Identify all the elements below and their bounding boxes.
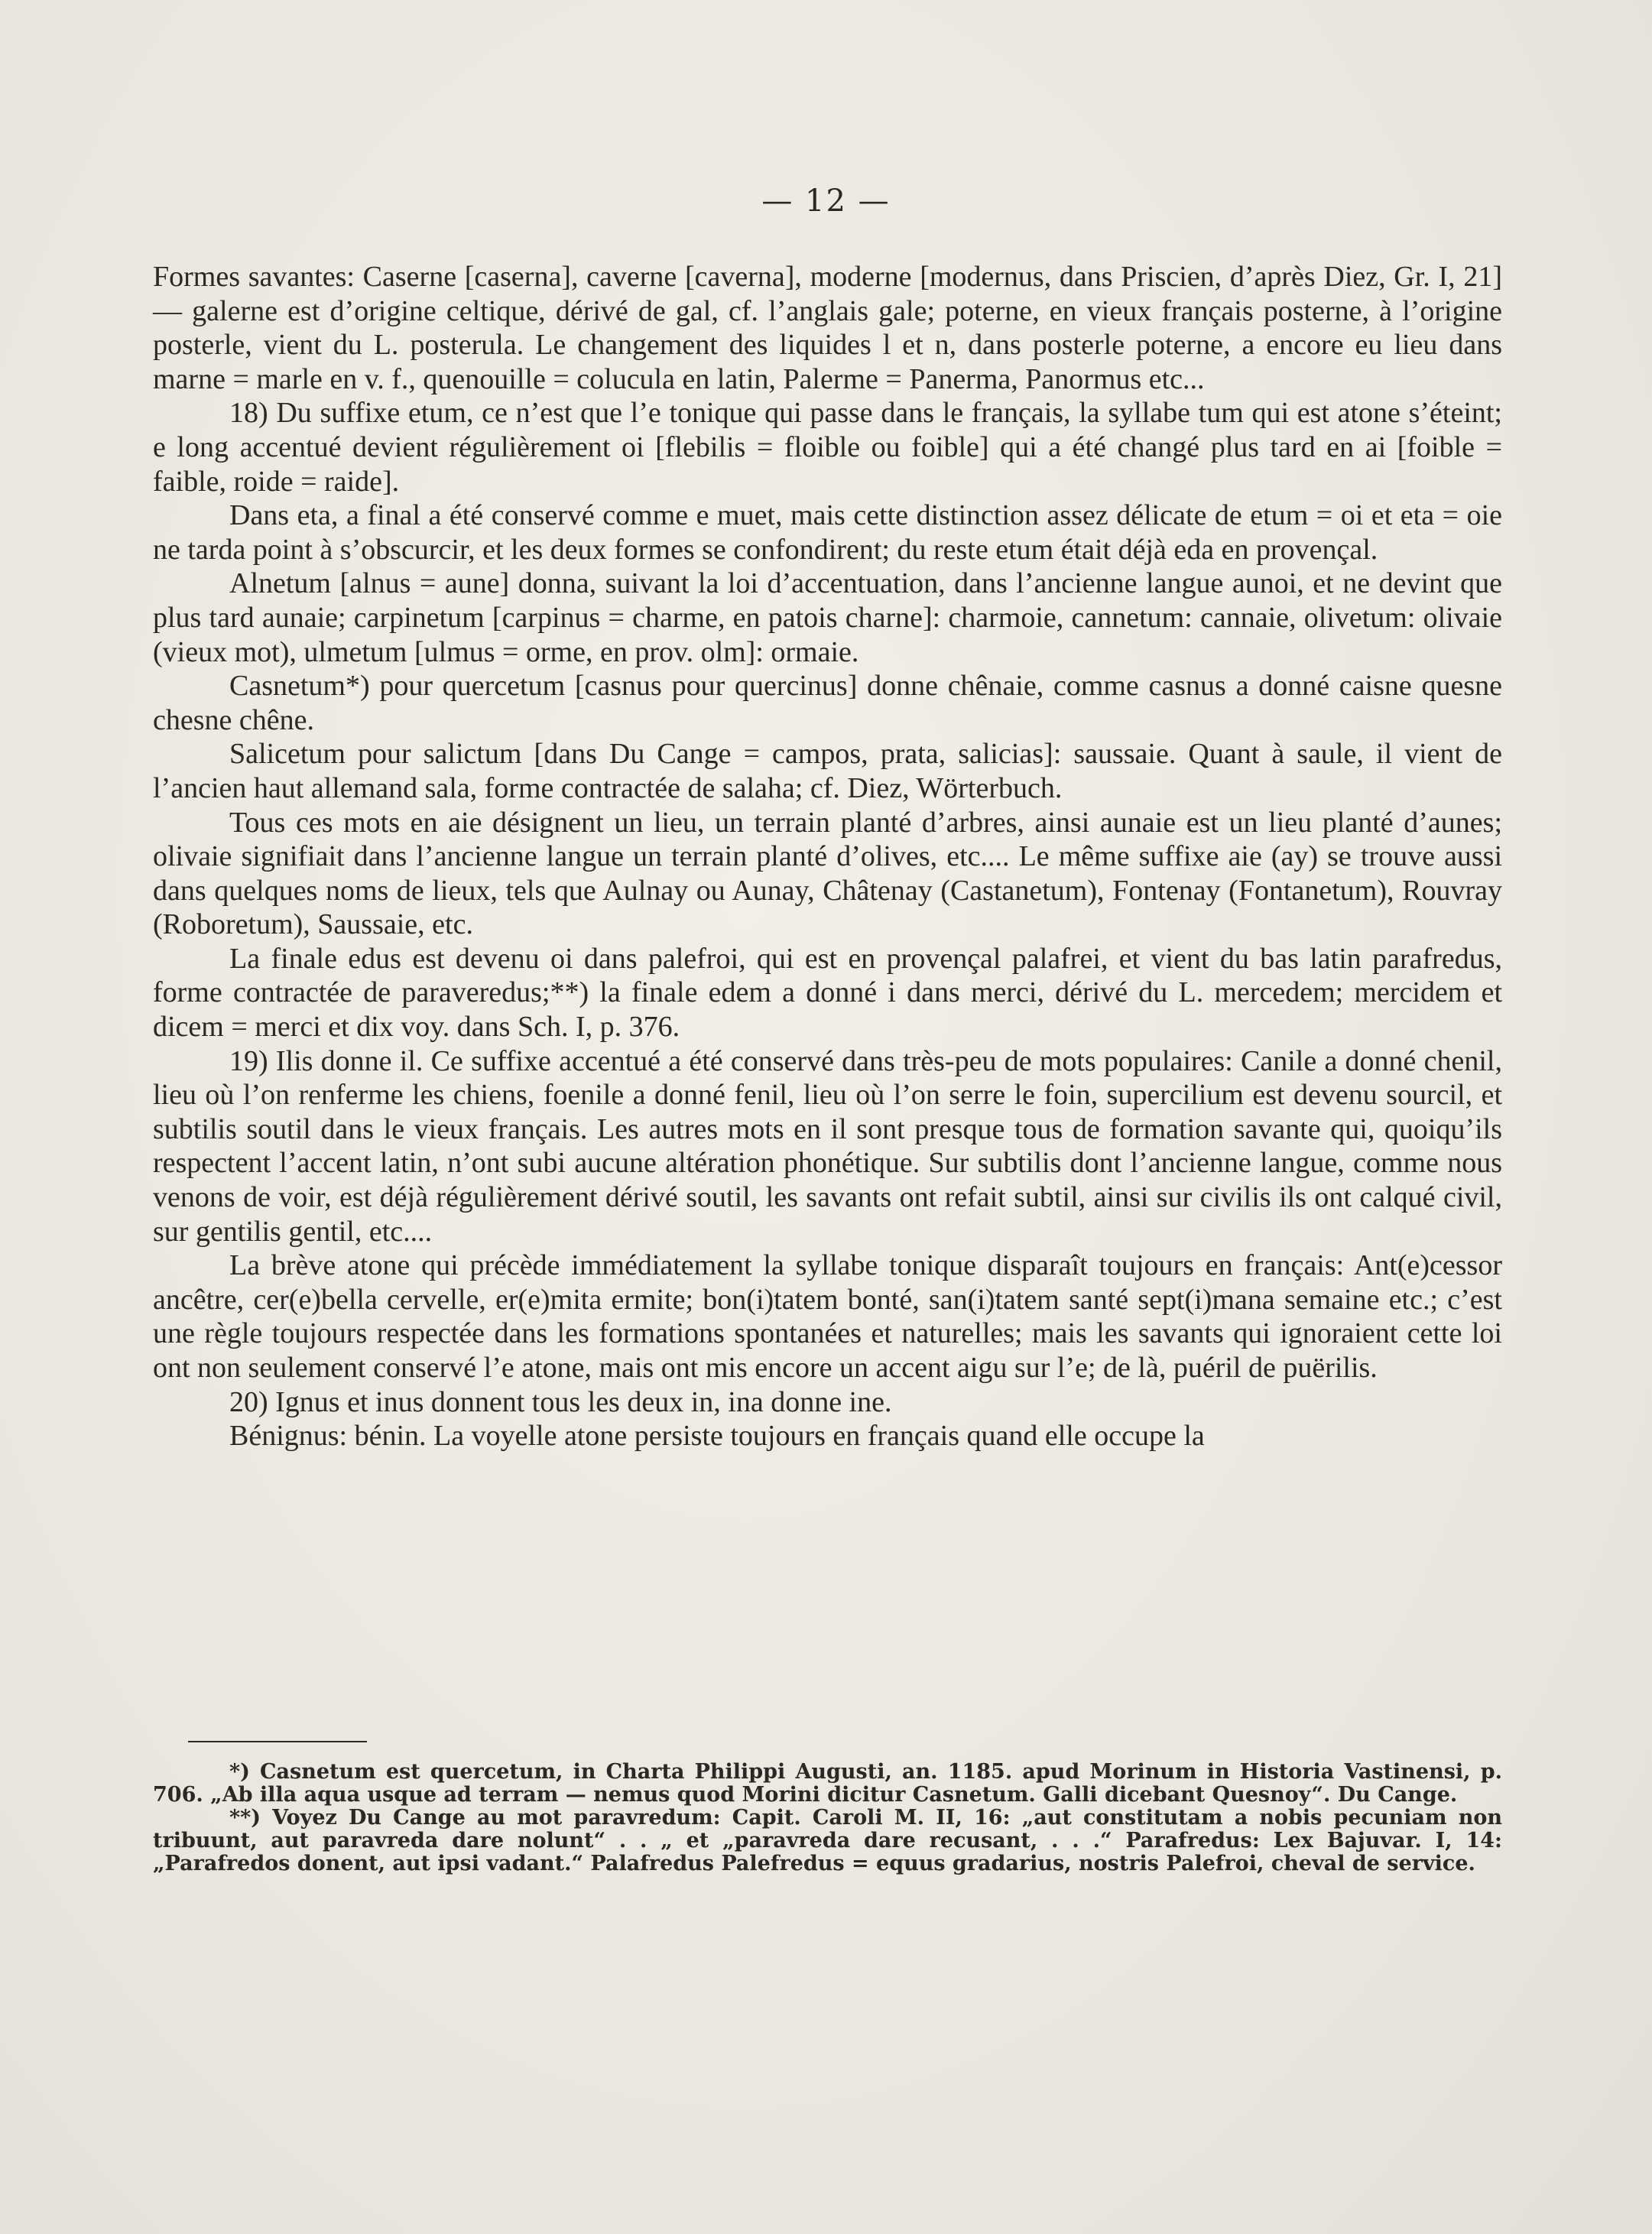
paragraph: 18) Du suffixe etum, ce n’est que l’e tonique qui passe dans le français, la syllabe tum qui est atone s’éteint; e long accentué devient régulièrement oi [flebilis = floible ou foible] qui a été changé plus tard en ai [foible = faible, roide = raide]. — [153, 397, 1502, 498]
paragraph: Formes savantes: Caserne [caserna], caverne [caverna], moderne [modernus, dans Priscien, d’après Diez, Gr. I, 21] — galerne est d’origine celtique, dérivé de gal, cf. l’anglais gale; poterne, en vieux français posterne, à l’origine posterle, vient du L. posterula. Le changement des liquides l et n, dans posterle poterne, a encore eu lieu dans marne = marle en v. f., quenouille = colucula en latin, Palerme = Panerma, Panormus etc... — [153, 261, 1502, 395]
footnote: *) Casnetum est quercetum, in Charta Philippi Augusti, an. 1185. apud Morinum in Historia Vastinensi, p. 706. „Ab illa aqua usque ad terram — nemus quod Morini dicitur Casnetum. Galli dicebant Quesnoy“. Du Cange. — [153, 1760, 1502, 1807]
paragraph: Tous ces mots en aie désignent un lieu, un terrain planté d’arbres, ainsi aunaie est un lieu planté d’aunes; olivaie signifiait dans l’ancienne langue un terrain planté d’olives, etc.... Le même suffixe aie (ay) se trouve aussi dans quelques noms de lieux, tels que Aulnay ou Aunay, Châtenay (Castanetum), Fontenay (Fontanetum), Rouvray (Roboretum), Saussaie, etc. — [153, 806, 1502, 941]
paragraph: 19) Ilis donne il. Ce suffixe accentué a été conservé dans très-peu de mots populaires: Canile a donné chenil, lieu où l’on renferme les chiens, foenile a donné fenil, lieu où l’on serre le foin, supercilium est devenu sourcil, et subtilis soutil dans le vieux français. Les autres mots en il sont presque tous de formation savante qui, quoiqu’ils respectent l’accent latin, n’ont subi aucune altération phonétique. Sur subtilis dont l’ancienne langue, comme nous venons de voir, est déjà régulièrement dérivé soutil, les savants ont refait subtil, ainsi sur civilis ils ont calqué civil, sur gentilis gentil, etc.... — [153, 1044, 1502, 1248]
paragraph: Bénignus: bénin. La voyelle atone persiste toujours en français quand elle occupe la — [229, 1420, 1205, 1453]
page-number: — 12 — — [761, 183, 891, 219]
paragraph: Dans eta, a final a été conservé comme e muet, mais cette distinction assez délicate de etum = oi et eta = oie ne tarda point à s’obscurcir, et les deux formes se confondirent; du reste etum était déjà eda en provençal. — [153, 499, 1502, 566]
footnotes — [153, 1761, 1502, 1875]
paragraph: Salicetum pour salictum [dans Du Cange = campos, prata, salicias]: saussaie. Quant à saule, il vient de l’ancien haut allemand sala, forme contractée de salaha; cf. Diez, Wörterbuch. — [153, 738, 1502, 804]
main-text — [153, 260, 1502, 1453]
paragraph: 20) Ignus et inus donnent tous les deux in, ina donne ine. — [229, 1385, 892, 1418]
paragraph: Alnetum [alnus = aune] donna, suivant la loi d’accentuation, dans l’ancienne langue aunoi, et ne devint que plus tard aunaie; carpinetum [carpinus = charme, en patois charne]: charmoie, cannetum: cannaie, olivetum: olivaie (vieux mot), ulmetum [ulmus = orme, en prov. olm]: ormaie. — [153, 567, 1502, 668]
paragraph: Casnetum*) pour quercetum [casnus pour quercinus] donne chênaie, comme casnus a donné caisne quesne chesne chêne. — [153, 670, 1502, 736]
paragraph: La finale edus est devenu oi dans palefroi, qui est en provençal palafrei, et vient du bas latin parafredus, forme contractée de paraveredus;**) la finale edem a donné i dans merci, dérivé du L. mercedem; mercidem et dicem = merci et dix voy. dans Sch. I, p. 376. — [153, 942, 1502, 1044]
footnote: **) Voyez Du Cange au mot paravredum: Capit. Caroli M. II, 16: „aut constitutam a nobis pecuniam non tribuunt, aut paravreda dare nolunt“ . . „ et „paravreda dare recusant, . . .“ Parafredus: Lex Bajuvar. I, 14: „Parafredos donent, aut ipsi vadant.“ Palafredus Palefredus = equus gradarius, nostris Palefroi, cheval de service. — [153, 1806, 1502, 1875]
paragraph: La brève atone qui précède immédiatement la syllabe tonique disparaît toujours en français: Ant(e)cessor ancêtre, cer(e)bella cervelle, er(e)mita ermite; bon(i)tatem bonté, san(i)tatem santé sept(i)mana semaine etc.; c’est une règle toujours respectée dans les formations spontanées et naturelles; mais les savants qui ignoraient cette loi ont non seulement conservé l’e atone, mais ont mis encore un accent aigu sur l’e; de là, puéril de puërilis. — [153, 1249, 1502, 1384]
footnote-divider — [188, 1741, 367, 1742]
